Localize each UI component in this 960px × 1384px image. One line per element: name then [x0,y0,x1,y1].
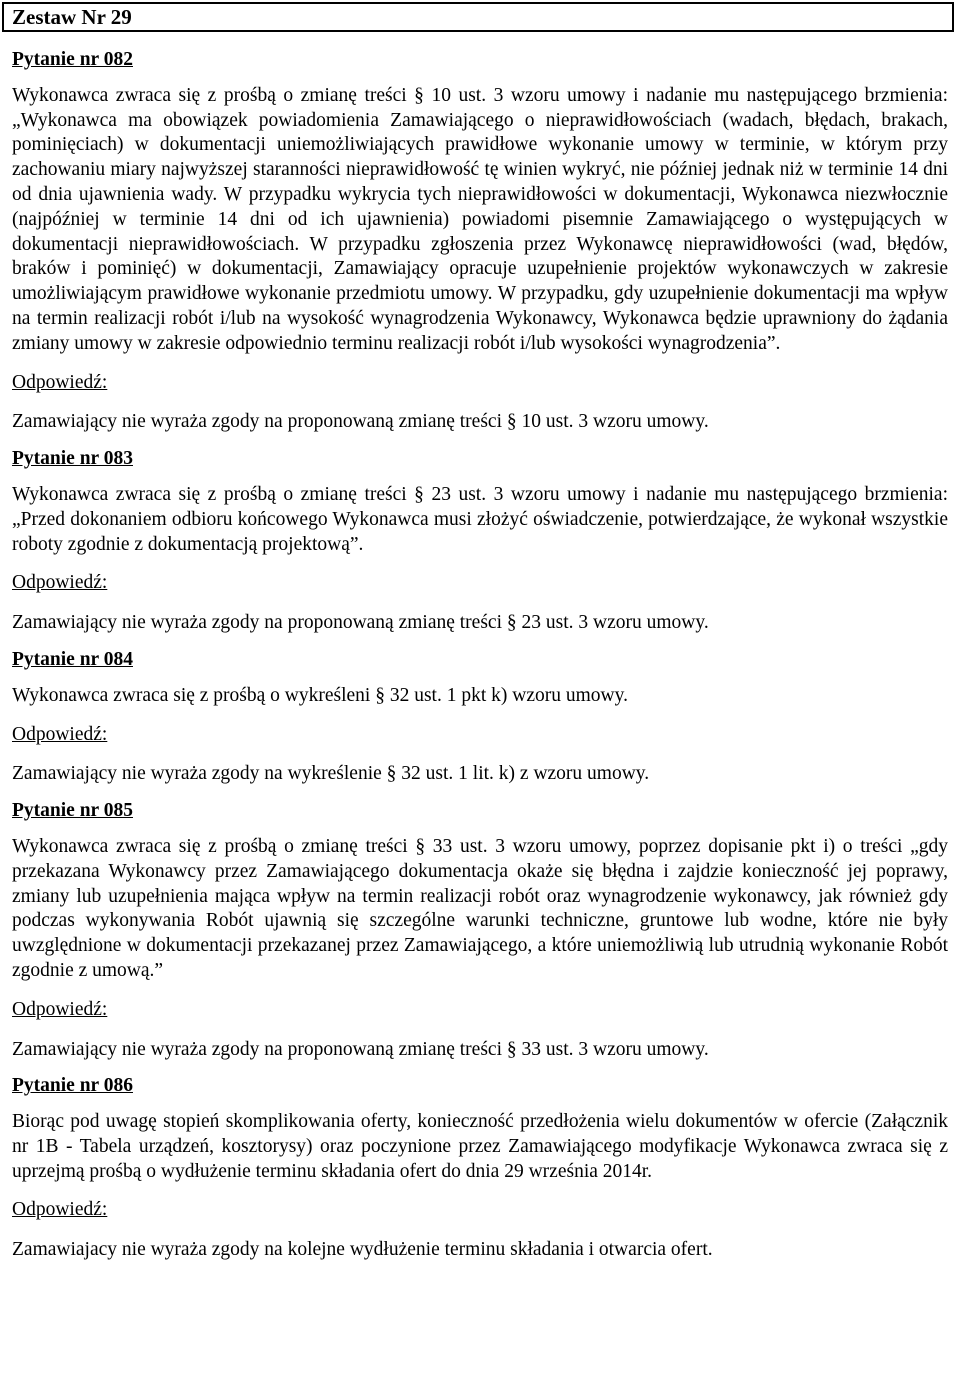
question-heading: Pytanie nr 083 [12,448,133,470]
question-text: Wykonawca zwraca się z prośbą o zmianę treści § 23 ust. 3 wzoru umowy i nadanie mu następującego brzmienia: „Przed dokonaniem odbioru końcowego Wykonawca musi złożyć oświadczenie, potwierdzające, że wykonał wszystkie roboty zgodnie z dokumentacją projektową”. [12,483,948,555]
set-title-box [2,2,954,32]
question-block-085 [12,799,948,1062]
question-block-083 [12,447,948,636]
question-heading: Pytanie nr 084 [12,648,133,670]
answer-label: Odpowiedź: [12,371,108,393]
question-text: Wykonawca zwraca się z prośbą o zmianę treści § 10 ust. 3 wzoru umowy i nadanie mu następującego brzmienia: „Wykonawca ma obowiązek powiadomienia Zamawiającego o nieprawidłowościach (wadach, błędach, brakach, pominięciach) w dokumentacji uniemożliwiających prawidłowe wykonanie umowy w terminie, w którym przy zachowaniu miary najwyższej staranności nieprawidłowość tę winien wykryć, nie później jednak niż w terminie 14 dni od dnia ujawnienia wady. W przypadku wykrycia tych nieprawidłowości w dokumentacji, Wykonawca niezwłocznie (najpóźniej w terminie 14 dni od ich ujawnienia) powiadomi pisemnie Zamawiającego o występujących w dokumentacji nieprawidłowościach. W przypadku zgłoszenia przez Wykonawcę nieprawidłowości (wad, błędów, braków i pominięć) w dokumentacji, Zamawiający opracuje uzupełnienie projektów wykonawczych w zakresie umożliwiającym prawidłowe wykonanie przedmiotu umowy. W przypadku, gdy uzupełnienie dokumentacji ma wpływ na termin realizacji robót i/lub na wysokość wynagrodzenia Wykonawcy, Wykonawca będzie uprawniony do żądania zmiany umowy w zakresie odpowiednio terminu realizacji robót i/lub wysokości wynagrodzenia”. [12,84,948,354]
document-body [12,48,948,1263]
set-title: Zestaw Nr 29 [12,5,132,29]
answer-text: Zamawiający nie wyraża zgody na wykreślenie § 32 ust. 1 lit. k) z wzoru umowy. [12,763,650,785]
question-heading: Pytanie nr 085 [12,800,133,822]
answer-text: Zamawiajacy nie wyraża zgody na kolejne wydłużenie terminu składania i otwarcia ofert. [12,1239,713,1261]
question-text: Biorąc pod uwagę stopień skomplikowania oferty, konieczność przedłożenia wielu dokumentów w ofercie (Załącznik nr 1B - Tabela urządzeń, kosztorysy) oraz poczynione przez Zamawiającego modyfikacje Wykonawca zwraca się z uprzejmą prośbą o wydłużenie terminu składania ofert do dnia 29 września 2014r. [12,1111,948,1182]
answer-text: Zamawiający nie wyraża zgody na proponowaną zmianę treści § 10 ust. 3 wzoru umowy. [12,411,709,433]
answer-text: Zamawiający nie wyraża zgody na proponowaną zmianę treści § 33 ust. 3 wzoru umowy. [12,1038,709,1060]
answer-label: Odpowiedź: [12,723,108,745]
question-block-086 [12,1074,948,1263]
question-text: Wykonawca zwraca się z prośbą o zmianę treści § 33 ust. 3 wzoru umowy, poprzez dopisanie pkt i) o treści „gdy przekazana Wykonawcy przez Zamawiającego dokumentacja okaże się błędna i zajdzie konieczność jej poprawy, zmiany lub uzupełnienia mająca wpływ na termin realizacji robót oraz wynagrodzenie wykonawcy, jak również gdy podczas wykonywania Robót ujawnią się szczególne warunki techniczne, gruntowe lub wodne, które nie były uwzględnione w dokumentacji przekazanej przez Zamawiającego, a które uniemożliwią lub utrudnią wykonanie Robót zgodnie z umową.” [12,835,948,981]
question-heading: Pytanie nr 086 [12,1075,133,1097]
answer-label: Odpowiedź: [12,1199,108,1221]
question-text: Wykonawca zwraca się z prośbą o wykreśleni § 32 ust. 1 pkt k) wzoru umowy. [12,684,628,706]
question-block-082 [12,48,948,435]
answer-label: Odpowiedź: [12,998,108,1020]
answer-text: Zamawiający nie wyraża zgody na proponowaną zmianę treści § 23 ust. 3 wzoru umowy. [12,612,709,634]
question-heading: Pytanie nr 082 [12,49,133,70]
question-block-084 [12,648,948,787]
answer-label: Odpowiedź: [12,572,108,594]
